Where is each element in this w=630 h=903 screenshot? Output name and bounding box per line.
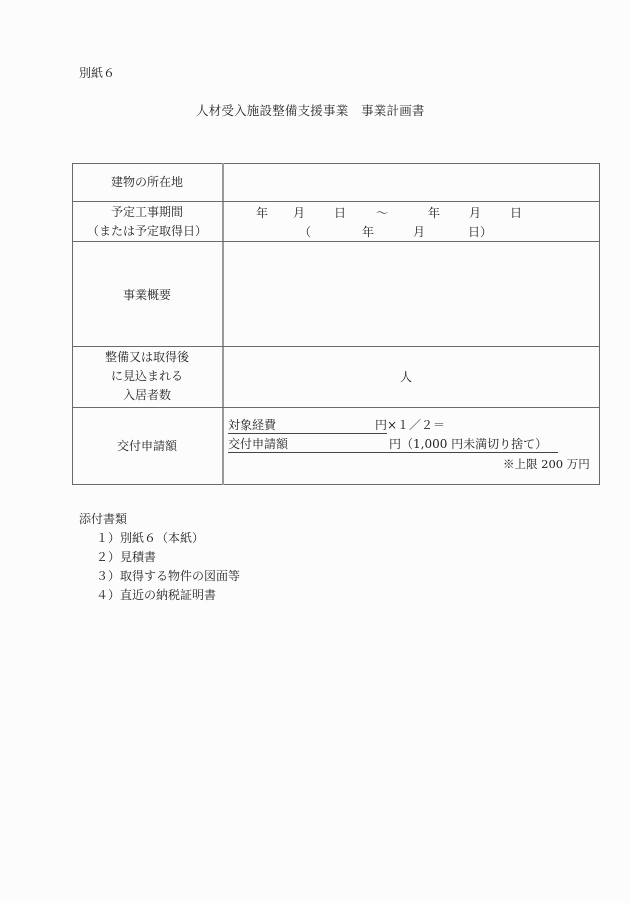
period-separator: ～	[376, 206, 389, 220]
target-expense-unit: 円	[375, 418, 388, 432]
grant-amount-note: （1,000 円未満切り捨て）	[401, 437, 548, 451]
target-expense-underline	[228, 433, 387, 434]
label-expected-residents-1: 整備又は取得後	[104, 350, 189, 364]
attachment-item: ４）直近の納税証明書	[96, 588, 217, 602]
grant-amount-unit: 円	[389, 437, 402, 451]
attachment-item: １）別紙６（本紙）	[96, 531, 205, 545]
attachments-title: 添付書類	[79, 512, 128, 526]
target-expense-label: 対象経費	[228, 418, 277, 432]
label-building-location: 建物の所在地	[110, 175, 183, 189]
residents-unit: 人	[400, 370, 413, 384]
attachment-item: ３）取得する物件の図面等	[96, 569, 241, 583]
label-grant-amount: 交付申請額	[116, 439, 177, 453]
project-summary-field[interactable]	[224, 242, 600, 346]
grant-amount-underline	[228, 452, 558, 453]
document-title: 人材受入施設整備支援事業 事業計画書	[196, 103, 425, 118]
end-month: 月	[469, 206, 482, 220]
end-day: 日	[510, 206, 523, 220]
label-acquisition-date: （または予定取得日）	[86, 224, 207, 238]
row-divider	[72, 201, 600, 202]
label-construction-period: 予定工事期間	[110, 205, 183, 219]
attachment-item: ２）見積書	[96, 550, 157, 564]
alt-year: 年	[362, 225, 375, 239]
label-expected-residents-2: に見込まれる	[110, 369, 183, 383]
building-location-field[interactable]	[224, 163, 600, 201]
alt-month: 月	[413, 225, 426, 239]
end-year: 年	[428, 206, 441, 220]
start-day: 日	[334, 206, 347, 220]
alt-open-paren: （	[299, 225, 312, 239]
label-expected-residents-3: 入居者数	[122, 388, 171, 402]
start-month: 月	[293, 206, 306, 220]
document-label: 別紙６	[79, 66, 116, 80]
start-year: 年	[256, 206, 269, 220]
label-project-summary: 事業概要	[122, 288, 171, 302]
target-expense-formula: ×１／２＝	[387, 418, 446, 432]
grant-cap-note: ※上限 200 万円	[503, 457, 590, 471]
alt-day: 日）	[468, 225, 493, 239]
grant-amount-label: 交付申請額	[228, 437, 289, 451]
row-divider	[72, 346, 600, 347]
row-divider	[72, 407, 600, 408]
